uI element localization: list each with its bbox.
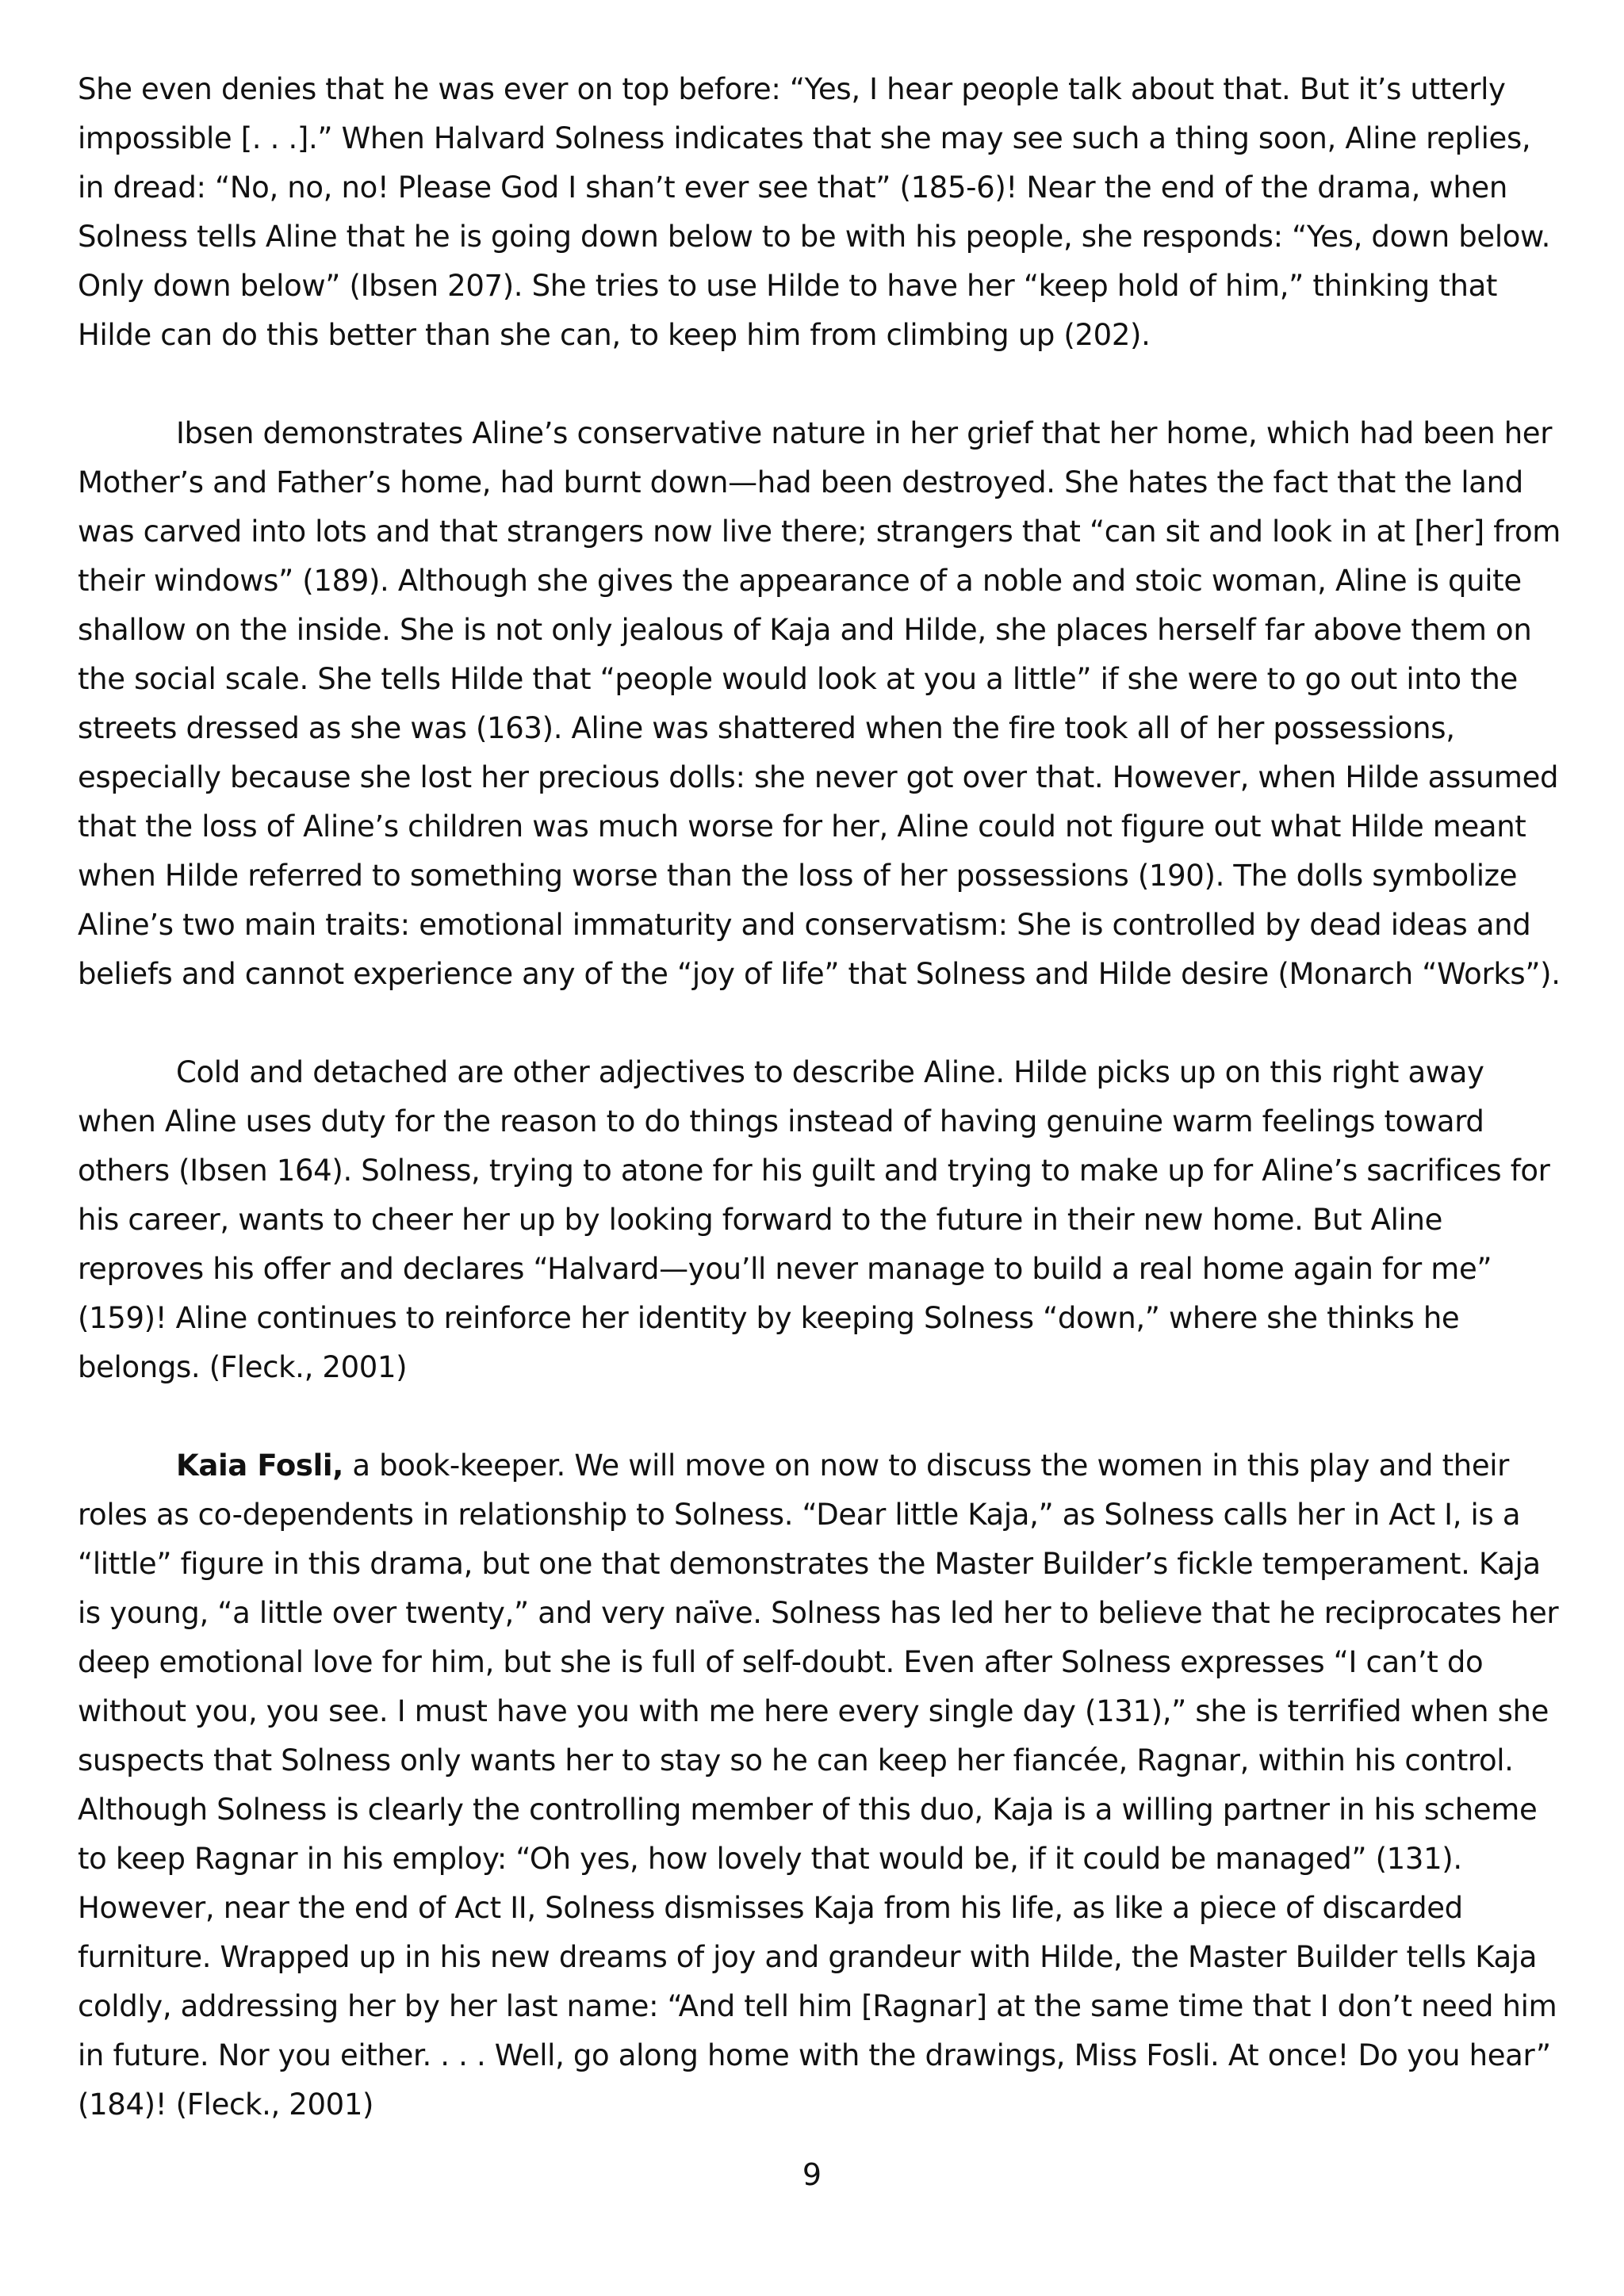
kaia-fosli-heading: Kaia Fosli,	[176, 1448, 343, 1483]
paragraph-aline-conservative: Ibsen demonstrates Aline’s conservative nature in her grief that her home, which had been her Mother’s and Father’s home, had burnt down—had been destroyed. She hates the fact that the land was carved into lots and that strangers now live there; strangers that “can sit and look in at [her] from their windows” (189). Although she gives the appearance of a noble and stoic woman, Aline is quite shallow on the inside. She is not only jealous of Kaja and Hilde, she places herself far above them on the social scale. She tells Hilde that “people would look at you a little” if she were to go out into the streets dressed as she was (163). Aline was shattered when the fire took all of her possessions, especially because she lost her precious dolls: she never got over that. However, when Hilde assumed that the loss of Aline’s children was much worse for her, Aline could not figure out what Hilde meant when Hilde referred to something worse than the loss of her possessions (190). The dolls symbolize Aline’s two main traits: emotional immaturity and conservatism: She is controlled by dead ideas and beliefs and cannot experience any of the “joy of life” that Solness and Hilde desire (Monarch “Works”).	[78, 416, 1561, 991]
paragraph-aline-denial: She even denies that he was ever on top before: “Yes, I hear people talk about that. But it’s utterly impossible [. . .].” When Halvard Solness indicates that she may see such a thing soon, Aline replies, in dread: “No, no, no! Please God I shan’t ever see that” (185-6)! Near the end of the drama, when Solness tells Aline that he is going down below to be with his people, she responds: “Yes, down below. Only down below” (Ibsen 207). She tries to use Hilde to have her “keep hold of him,” thinking that Hilde can do this better than she can, to keep him from climbing up (202).	[78, 72, 1550, 352]
document-body	[78, 65, 1562, 2130]
kaia-fosli-text: a book-keeper. We will move on now to discuss the women in this play and their roles as co-dependents in relationship to Solness. “Dear little Kaja,” as Solness calls her in Act I, is a “little” figure in this drama, but one that demonstrates the Master Builder’s fickle temperament. Kaja is young, “a little over twenty,” and very naïve. Solness has led her to believe that he reciprocates her deep emotional love for him, but she is full of self-doubt. Even after Solness expresses “I can’t do without you, you see. I must have you with me here every single day (131),” she is terrified when she suspects that Solness only wants her to stay so he can keep her fiancée, Ragnar, within his control. Although Solness is clearly the controlling member of this duo, Kaja is a willing partner in his scheme to keep Ragnar in his employ: “Oh yes, how lovely that would be, if it could be managed” (131). However, near the end of Act II, Solness dismisses Kaja from his life, as like a piece of discarded furniture. Wrapped up in his new dreams of joy and grandeur with Hilde, the Master Builder tells Kaja coldly, addressing her by her last name: “And tell him [Ragnar] at the same time that I don’t need him in future. Nor you either. . . . Well, go along home with the drawings, Miss Fosli. At once! Do you hear” (184)! (Fleck., 2001)	[78, 1448, 1559, 2122]
paragraph-aline-cold: Cold and detached are other adjectives to describe Aline. Hilde picks up on this right away when Aline uses duty for the reason to do things instead of having genuine warm feelings toward others (Ibsen 164). Solness, trying to atone for his guilt and trying to make up for Aline’s sacrifices for his career, wants to cheer her up by looking forward to the future in their new home. But Aline reproves his offer and declares “Halvard—you’ll never manage to build a real home again for me” (159)! Aline continues to reinforce her identity by keeping Solness “down,” where she thinks he belongs. (Fleck., 2001)	[78, 1055, 1550, 1384]
paragraph-kaia-fosli	[78, 1441, 1562, 2130]
page-number: 9	[802, 2157, 822, 2192]
